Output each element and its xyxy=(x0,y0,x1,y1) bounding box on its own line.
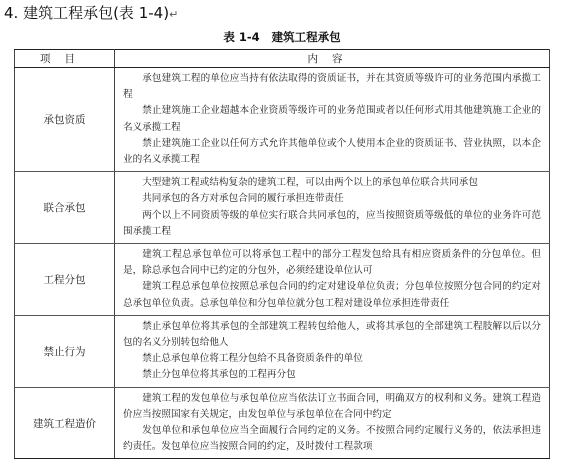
row-content xyxy=(115,315,550,387)
row-paragraph: 承包建筑工程的单位应当持有依法取得的资质证书，并在其资质等级许可的业务范围内承揽工程 xyxy=(123,73,541,101)
table-header-row xyxy=(15,50,550,68)
row-paragraph: 发包单位和承包单位应当全面履行合同约定的义务。不按照合同约定履行义务的，依法承担违约责任。发包单位应当按照合同的约定，及时拨付工程款项 xyxy=(123,425,541,453)
row-item-label: 建筑工程造价 xyxy=(15,387,115,459)
header-item: 项目 xyxy=(15,50,115,68)
row-content xyxy=(115,244,550,316)
table-row xyxy=(15,172,550,244)
table-row xyxy=(15,315,550,387)
table-caption-title: 建筑工程承包 xyxy=(271,30,341,44)
row-content xyxy=(115,387,550,459)
row-paragraph: 建筑工程总承包单位可以将承包工程中的部分工程发包给具有相应资质条件的分包单位。但是，除总承包合同中已约定的分包外，必须经建设单位认可 xyxy=(123,249,541,277)
row-paragraph: 禁止总承包单位将工程分包给不具备资质条件的单位 xyxy=(142,353,363,365)
row-paragraph: 禁止分包单位将其承包的工程再分包 xyxy=(142,369,296,381)
row-paragraph: 禁止建筑施工企业以任何方式允许其他单位或个人使用本企业的资质证书、营业执照，以本企业的名义承揽工程 xyxy=(123,137,541,166)
row-paragraph: 建筑工程总承包单位按照总承包合同的约定对建设单位负责；分包单位按照分包合同的约定对总承包单位负责。总承包单位和分包单位就分包工程对建设单位承担连带责任 xyxy=(123,281,541,309)
table-row xyxy=(15,244,550,316)
row-paragraph: 大型建筑工程或结构复杂的建筑工程，可以由两个以上的承包单位联合共同承包 xyxy=(142,177,478,189)
row-item-label: 工程分包 xyxy=(15,244,115,316)
paragraph-mark-icon: ↵ xyxy=(169,8,179,21)
row-paragraph: 禁止建筑施工企业超越本企业资质等级许可的业务范围或者以任何形式用其他建筑施工企业的名义承揽工程 xyxy=(123,105,541,133)
contract-table xyxy=(14,49,550,459)
row-content xyxy=(115,68,550,172)
table-caption xyxy=(0,29,564,45)
row-paragraph: 两个以上不同资质等级的单位实行联合共同承包的，应当按照资质等级低的单位的业务许可范围承揽工程 xyxy=(123,209,541,237)
row-item-label: 禁止行为 xyxy=(15,315,115,387)
header-content: 内容 xyxy=(115,50,550,68)
row-paragraph: 禁止承包单位将其承包的全部建筑工程转包给他人，或将其承包的全部建筑工程肢解以后以分包的名义分别转包给他人 xyxy=(123,320,541,349)
table-row xyxy=(15,387,550,459)
row-paragraph: 共同承包的各方对承包合同的履行承担连带责任 xyxy=(142,193,344,205)
row-content xyxy=(115,172,550,244)
row-paragraph: 建筑工程的发包单位与承包单位应当依法订立书面合同，明确双方的权利和义务。建筑工程造价应当按照国家有关规定，由发包单位与承包单位在合同中约定 xyxy=(123,392,541,420)
section-heading xyxy=(4,3,178,25)
row-item-label: 联合承包 xyxy=(15,172,115,244)
section-heading-text: 4. 建筑工程承包(表 1-4) xyxy=(4,4,170,22)
table-row xyxy=(15,68,550,172)
table-caption-number: 表 1-4 xyxy=(223,30,260,44)
row-item-label: 承包资质 xyxy=(15,68,115,172)
